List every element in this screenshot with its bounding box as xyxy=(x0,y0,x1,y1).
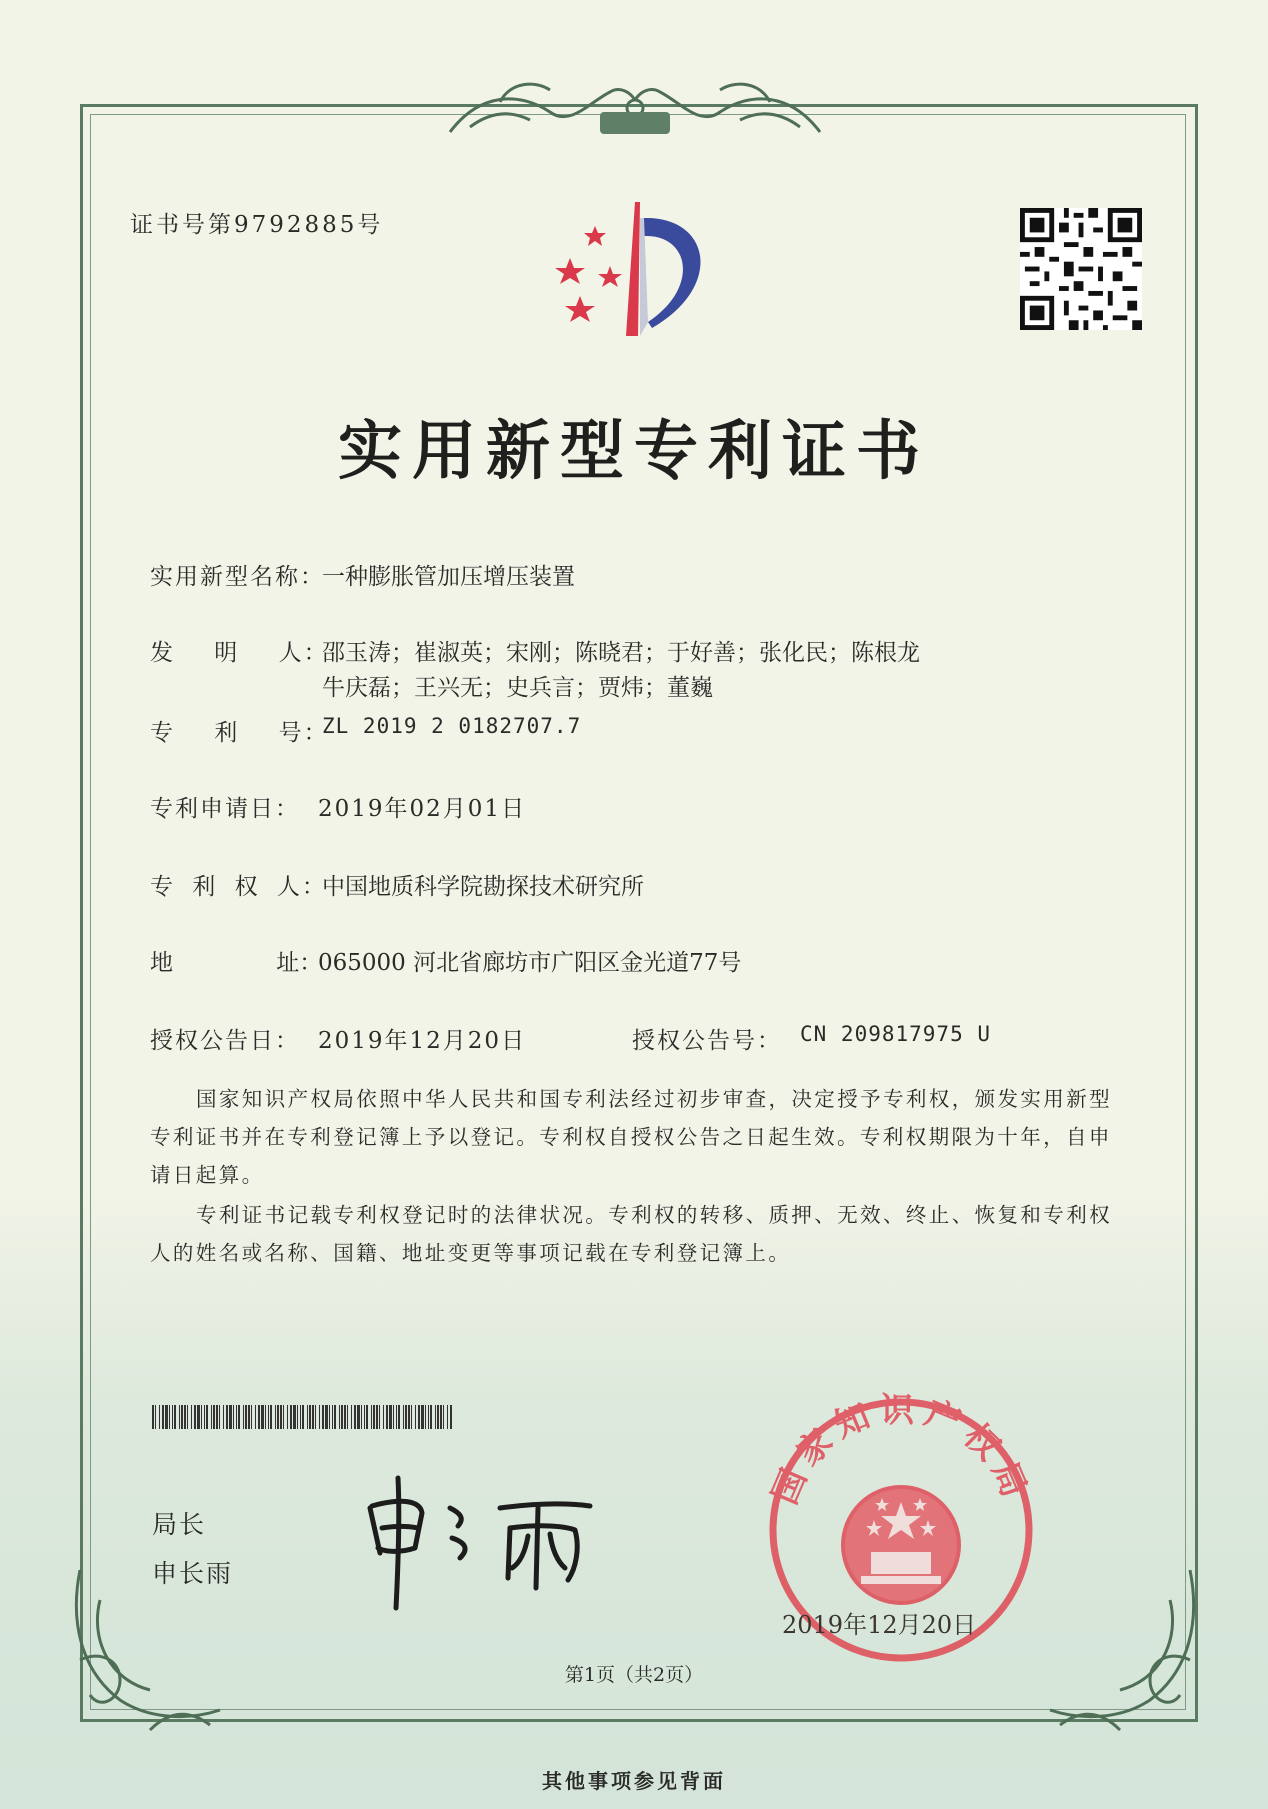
address-value: 065000 河北省廊坊市广阳区金光道77号 xyxy=(318,950,742,976)
qr-code-icon xyxy=(1020,208,1142,330)
inventor-value-line1: 邵玉涛；崔淑英；宋刚；陈晓君；于好善；张化民；陈根龙 xyxy=(322,640,920,666)
announcement-number-label: 授权公告号： xyxy=(632,1028,782,1054)
director-title: 局长 xyxy=(152,1510,207,1539)
certificate-title: 实用新型专利证书 xyxy=(338,414,930,489)
seal-date: 2019年12月20日 xyxy=(782,1611,977,1639)
filing-date-label: 专利申请日： xyxy=(150,796,300,822)
grant-statement-paragraph: 国家知识产权局依照中华人民共和国专利法经过初步审查，决定授予专利权，颁发实用新型专利证书并在专利登记簿上予以登记。专利权自授权公告之日起生效。专利权期限为十年，自申请日起算。 xyxy=(150,1087,1112,1187)
handwritten-signature xyxy=(360,1468,640,1618)
patent-number-label: 专 利 号： xyxy=(150,720,329,746)
see-back-note: 其他事项参见背面 xyxy=(542,1769,726,1793)
announcement-date-value: 2019年12月20日 xyxy=(318,1028,527,1054)
director-name: 申长雨 xyxy=(152,1559,234,1588)
inventor-value-line2: 牛庆磊；王兴无；史兵言；贾炜；董巍 xyxy=(322,675,713,701)
barcode-icon xyxy=(152,1405,452,1429)
filing-date-value: 2019年02月01日 xyxy=(318,796,527,822)
patentee-value: 中国地质科学院勘探技术研究所 xyxy=(322,874,644,900)
svg-text:国家知识产权局: 国家知识产权局 xyxy=(764,1390,1038,1511)
page-number: 第1页（共2页） xyxy=(564,1664,704,1686)
announcement-number-value: CN 209817975 U xyxy=(800,1022,992,1046)
certificate-number: 证书号第9792885号 xyxy=(130,212,384,238)
cnipa-logo-icon xyxy=(540,196,740,346)
address-label: 地 址： xyxy=(150,950,323,976)
top-ornament xyxy=(440,72,830,144)
patentee-label: 专 利 权 人： xyxy=(150,874,327,900)
corner-ornament-bottom-right xyxy=(1040,1560,1210,1740)
legal-status-paragraph: 专利证书记载专利权登记时的法律状况。专利权的转移、质押、无效、终止、恢复和专利权人的姓名或名称、国籍、地址变更等事项记载在专利登记簿上。 xyxy=(150,1203,1112,1265)
inventor-label: 发 明 人： xyxy=(150,640,329,666)
utility-model-name-value: 一种膨胀管加压增压装置 xyxy=(322,564,575,590)
utility-model-name-label: 实用新型名称： xyxy=(150,564,325,590)
announcement-date-label: 授权公告日： xyxy=(150,1028,300,1054)
patent-number-value: ZL 2019 2 0182707.7 xyxy=(322,714,582,738)
